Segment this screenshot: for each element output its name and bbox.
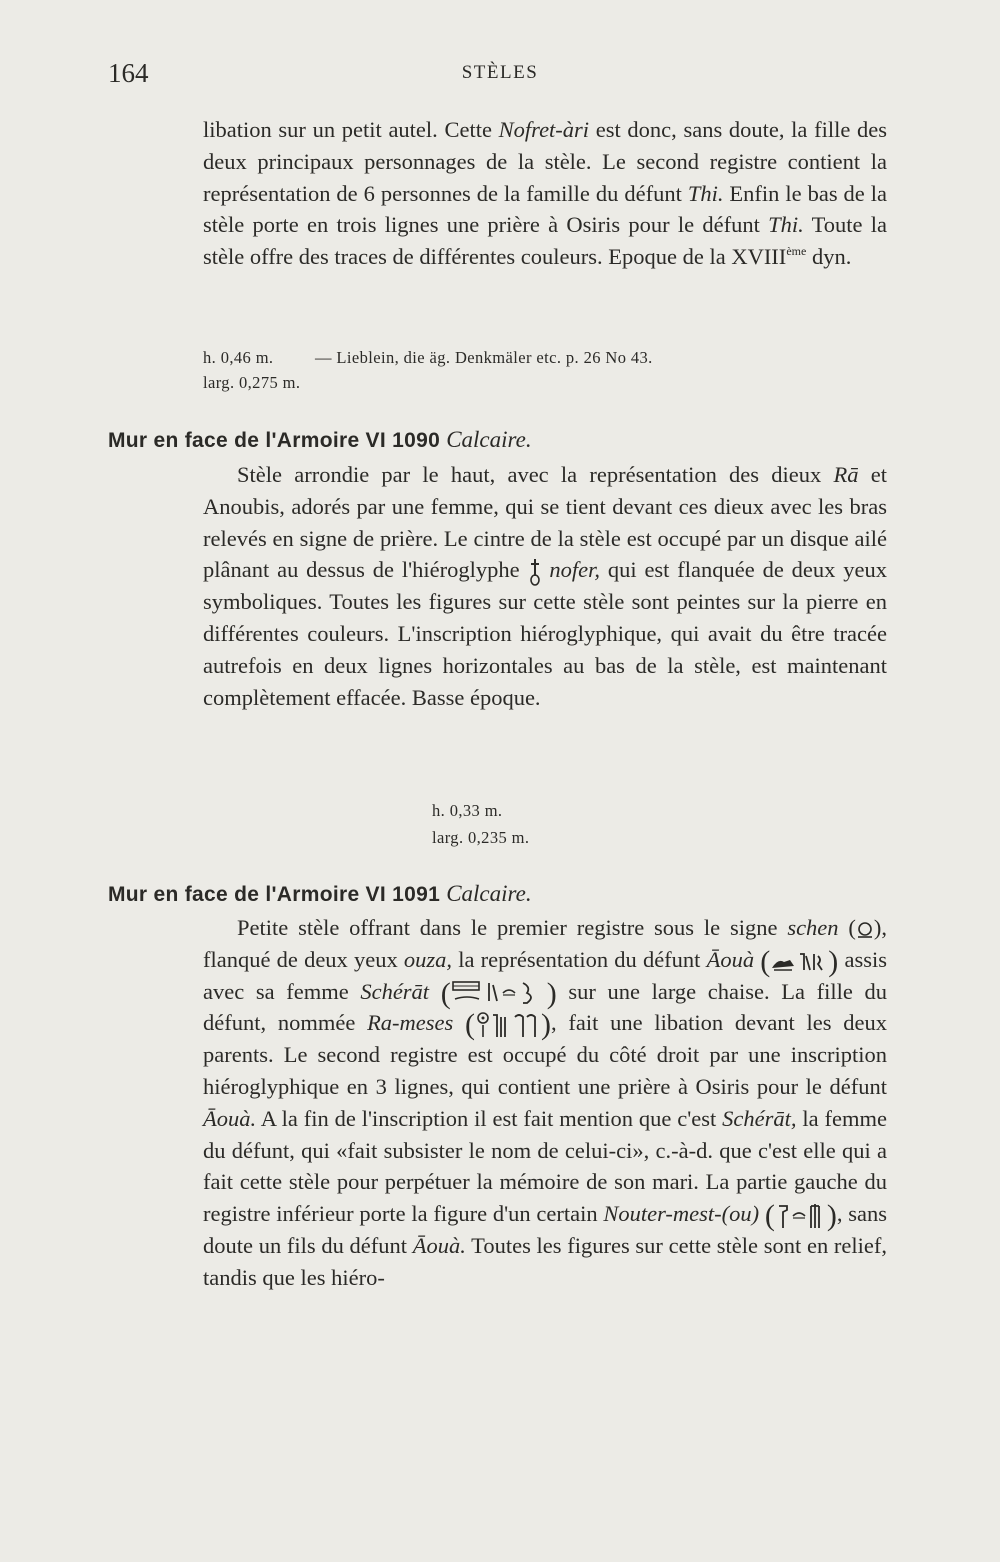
nofer-hieroglyph-icon [528,558,542,586]
schen-ring-icon [856,921,874,939]
name-aoua: Āouà [706,946,755,972]
dimension-width: larg. 0,275 m. [203,373,301,392]
running-title: STÈLES [461,62,539,83]
text-segment: sur une large chaise. La fille du défunt, nommée [203,978,887,1036]
text-segment: Toute la stèle offre des traces de différentes couleurs. Epoque de la XVIII [203,212,887,270]
continued-paragraph [203,114,887,273]
text-segment: assis avec sa femme [203,946,887,1004]
heading-material: Calcaire. [446,881,532,906]
dimension-height: h. 0,46 m. [203,348,274,367]
name-scherat: Schérāt, [722,1105,797,1131]
text-segment: la représentation du défunt [452,946,707,972]
entry-description: Petite stèle offrant dans le premier registre sous le signe schen ( ), flanqué de deux yeux ouza, la représentation du défunt Āouà ( ) assis avec sa femme Schérāt ( ) sur une large chaise. La fille du défunt, nommée Ra-meses ( ), fait une libation devant les deux parents. Le second registre est occupé du côté droit par une inscription hiéroglyphique en 3 lignes, qui contient une prière à Osiris pour le défunt Āouà. A la fin de l'inscription il est fait mention que c'est Schérāt, la femme du défunt, qui «fait subsister le nom de celui-ci», c.-à-d. que c'est elle qui a fait cette stèle pour perpétuer la mémoire de son mari. La partie gauche du registre inférieur porte la figure d'un certain Nouter-mest-(ou) ( ), sans doute un fils du défunt Āouà. Toutes les figures sur cette stèle sont en relief, tandis que les hiéro- [203,915,888,1290]
cartouche-nouter-mest-icon [775,1202,827,1230]
cartouche-ra-meses-icon [475,1011,541,1039]
dimension-width: larg. 0,235 m. [432,828,530,847]
text-segment: , fait une libation devant les deux parents. Le second registre est occupé du côté droit par une inscription hiéroglyphique en 3 lignes, qui contient une prière à Osiris pour le défunt [203,1010,888,1100]
cartouche-aoua-icon [770,950,828,974]
name-schen: schen [787,915,839,940]
text-segment: dyn. [806,244,852,270]
text-segment: Toutes les figures sur cette stèle sont en relief, tandis que les hiéro- [203,1233,887,1290]
text-segment: libation sur un petit autel. Cette [203,117,499,142]
text-segment: et Anoubis, adorés par une femme, qui se tient devant ces dieux avec les bras relevés en signe de prière. Le cintre de la stèle est occupé par un disque ailé plânant au dessus de l'hiéroglyphe [203,462,887,583]
name-scherat: Schérāt [360,978,430,1004]
name-nouter-mest-ou: Nouter-mest-(ou) [603,1201,760,1227]
text-segment: est donc, sans doute, la fille des deux principaux personnages de la stèle. Le second registre contient la représentation de 6 personnes de la famille du défunt [203,117,887,206]
text-segment: , flanqué de deux yeux [203,915,888,972]
heading-location: Mur en face de l'Armoire VI 1090 [108,429,441,452]
entry-heading [108,427,532,453]
text-segment: , sans doute un fils du défunt [203,1201,887,1259]
name-ra: Rā [833,462,859,487]
page-number: 164 [108,58,149,88]
name-nofer: nofer, [549,557,600,583]
name-aoua: Āouà. [412,1233,466,1259]
entry-description [203,459,887,713]
text-segment: A la fin de l'inscription il est fait mention que c'est [256,1105,723,1131]
entry-heading [108,881,532,907]
page-header [0,58,1000,98]
name-ouza: ouza, [403,946,453,972]
text-segment: qui est flanquée de deux yeux symboliques. Toutes les figures sur cette stèle sont peintes sur la pierre en différentes couleurs. L'inscription hiéroglyphique, qui avait du être tracée autrefois en deux lignes horizontales au bas de la stèle, est maintenant complètement effacée. Basse époque. [203,557,888,710]
heading-material: Calcaire. [446,427,532,452]
name-aoua: Āouà. [203,1105,257,1131]
bibliographic-reference: — Lieblein, die äg. Denkmäler etc. p. 26 No 43. [315,348,653,367]
cartouche-scherat-icon [451,979,547,1007]
text-segment: la femme du défunt, qui «fait subsister le nom de celui-ci», c.-à-d. que c'est elle qui a fait cette stèle pour perpétuer la mémoire de son mari. La partie gauche du registre inférieur porte la figure d'un certain [203,1105,887,1227]
name-thi: Thi. [768,212,804,238]
name-ra-meses: Ra-meses [367,1010,454,1036]
text-segment: Stèle arrondie par le haut, avec la représentation des dieux [237,462,834,487]
heading-location: Mur en face de l'Armoire VI 1091 [108,883,441,906]
text-segment: Enfin le bas de la stèle porte en trois lignes une prière à Osiris pour le défunt [203,180,887,238]
name-nofret-ari: Nofret-àri [498,117,590,142]
text-segment: Petite stèle offrant dans le premier registre sous le signe [237,915,788,940]
superscript: ème [786,244,807,259]
name-thi: Thi. [687,180,724,206]
dimension-height: h. 0,33 m. [432,801,503,820]
